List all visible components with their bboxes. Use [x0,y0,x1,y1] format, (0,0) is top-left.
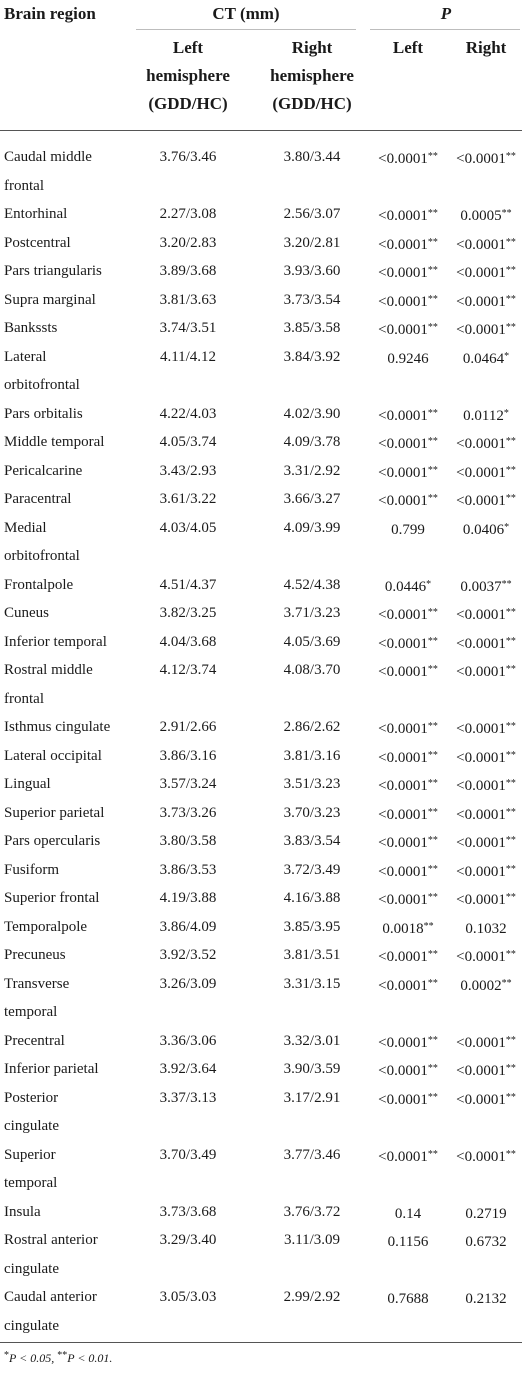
significance-mark: ** [423,920,434,932]
ct-left-cell: 3.74/3.51 [159,320,217,336]
p-right-cell: <0.0001** [456,293,516,310]
ct-left-cell: 4.51/4.37 [159,576,217,593]
significance-mark: * [503,407,509,419]
significance-mark: ** [427,1148,438,1160]
brain-region-cell: Temporalpole [4,918,88,935]
significance-mark: ** [505,806,516,818]
ct-right-cell: 3.81/3.51 [283,947,341,963]
ct-right-cell: 3.11/3.09 [283,1232,341,1248]
ct-left-cell: 3.05/3.03 [159,1289,217,1305]
p-right-cell: <0.0001** [456,863,516,880]
ct-left-cell: 3.82/3.25 [159,605,217,621]
brain-region-cell: Frontalpole [4,576,74,593]
p-left-cell: <0.0001** [378,635,438,652]
brain-region-cell: Lateral occipital [4,747,102,764]
p-left-cell: 0.0018** [382,920,434,937]
p-right-cell: 0.0464* [462,350,510,367]
p-left-cell: 0.1156 [387,1234,429,1250]
brain-region-cell: Caudal middle frontal [4,149,92,194]
p-left-cell: 0.14 [394,1205,422,1222]
p-left-cell: <0.0001** [378,806,438,823]
p-right-cell: <0.0001** [456,607,516,623]
ct-right-cell: 3.31/3.15 [283,975,341,992]
brain-region-cell: Precuneus [4,947,66,963]
ct-right-cell: 2.56/3.07 [283,206,341,222]
p-right-cell: <0.0001** [456,1034,516,1051]
ct-left-cell: 3.81/3.63 [159,291,217,308]
brain-region-cell: Posterior cingulate [4,1089,59,1134]
significance-mark: ** [427,664,438,675]
p-right-cell: <0.0001** [456,892,516,908]
brain-region-cell: Fusiform [4,861,60,878]
ct-right-cell: 4.52/4.38 [283,576,341,593]
ct-left-cell: 3.20/2.83 [159,234,217,251]
significance-mark: ** [505,1063,516,1074]
significance-mark: * [504,350,510,362]
significance-mark: ** [505,892,516,903]
p-right-cell: <0.0001** [456,322,516,338]
p-group-rule [370,29,520,30]
ct-right-cell: 3.17/2.91 [283,1089,341,1106]
significance-mark: ** [427,635,438,647]
significance-mark: ** [427,835,438,846]
p-right-cell: <0.0001** [456,265,516,281]
p-left-cell: 0.9246 [387,350,429,367]
ct-left-cell: 3.92/3.64 [159,1061,217,1077]
ct-left-cell: 3.70/3.49 [159,1146,217,1163]
ct-right-cell: 4.16/3.88 [283,890,341,906]
footnote: *P < 0.05, **P < 0.01. [4,1350,113,1365]
p-left-cell: <0.0001** [378,835,438,851]
ct-left-cell: 3.86/3.16 [159,747,217,764]
header-ct: CT (mm) [212,4,280,23]
significance-mark: ** [427,721,438,732]
significance-mark: * [426,578,432,590]
ct-right-cell: 3.51/3.23 [283,776,341,792]
significance-mark: ** [505,607,516,618]
brain-region-cell: Caudal anterior cingulate [4,1289,97,1334]
significance-mark: ** [505,493,516,504]
header-p-left: Left [392,38,424,57]
ct-left-cell: 3.92/3.52 [159,947,217,963]
header-p-right: Right [465,38,507,57]
ct-left-cell: 4.22/4.03 [159,405,217,422]
p-right-cell: <0.0001** [456,749,516,766]
significance-mark: ** [505,863,516,875]
significance-mark: ** [427,236,438,248]
p-left-cell: <0.0001** [378,664,438,680]
p-left-cell: <0.0001** [378,1034,438,1051]
significance-mark: ** [427,436,438,447]
ct-right-cell: 3.93/3.60 [283,263,341,279]
p-left-cell: <0.0001** [378,749,438,766]
significance-mark: ** [501,578,512,590]
p-right-cell: 0.0005** [460,208,512,224]
ct-right-cell: 3.84/3.92 [283,348,341,365]
brain-region-cell: Medial orbitofrontal [4,519,80,564]
significance-mark: ** [505,236,516,248]
ct-left-cell: 4.19/3.88 [159,890,217,906]
ct-left-cell: 3.26/3.09 [159,975,217,992]
significance-mark: ** [505,664,516,675]
ct-right-cell: 3.72/3.49 [283,861,341,878]
brain-region-cell: Pars opercularis [4,833,101,849]
brain-region-cell: Transverse temporal [4,975,70,1020]
significance-mark: ** [505,1034,516,1046]
brain-region-cell: Superior frontal [4,890,100,906]
ct-right-cell: 3.83/3.54 [283,833,341,849]
significance-mark: ** [505,322,516,333]
significance-mark: ** [501,977,512,989]
ct-left-cell: 4.04/3.68 [159,633,217,650]
p-left-cell: <0.0001** [378,407,438,424]
ct-right-cell: 3.71/3.23 [283,605,341,621]
brain-region-cell: Pars triangularis [4,263,102,279]
p-left-cell: <0.0001** [378,977,438,994]
significance-mark: ** [505,293,516,305]
p-right-cell: <0.0001** [456,464,516,481]
p-right-cell: 0.1032 [465,920,507,937]
header-right-hemisphere: Right hemisphere (GDD/HC) [270,38,354,113]
significance-mark: ** [427,493,438,504]
ct-right-cell: 3.66/3.27 [283,491,341,507]
p-left-cell: <0.0001** [378,778,438,794]
significance-mark: ** [501,208,512,219]
p-left-cell: <0.0001** [378,236,438,253]
ct-right-cell: 3.31/2.92 [283,462,341,479]
significance-mark: ** [427,151,438,162]
significance-mark: ** [427,863,438,875]
p-left-cell: <0.0001** [378,493,438,509]
significance-mark: * [504,521,510,533]
ct-right-cell: 3.85/3.95 [283,918,341,935]
significance-mark: ** [427,1063,438,1074]
brain-region-cell: Cuneus [4,605,49,621]
significance-mark: ** [505,1091,516,1103]
ct-left-cell: 4.11/4.12 [159,348,217,365]
ct-left-cell: 3.86/4.09 [159,918,217,935]
ct-left-cell: 3.29/3.40 [159,1232,217,1248]
brain-region-cell: Pericalcarine [4,462,83,479]
ct-left-cell: 3.76/3.46 [159,149,217,165]
significance-mark: ** [427,322,438,333]
p-left-cell: <0.0001** [378,293,438,310]
ct-left-cell: 3.43/2.93 [159,462,217,479]
significance-mark: ** [427,749,438,761]
brain-region-cell: Supra marginal [4,291,96,308]
ct-right-cell: 3.73/3.54 [283,291,341,308]
p-right-cell: <0.0001** [456,436,516,452]
ct-right-cell: 3.32/3.01 [283,1032,341,1049]
ct-left-cell: 3.80/3.58 [159,833,217,849]
p-left-cell: <0.0001** [378,1148,438,1165]
brain-region-cell: Isthmus cingulate [4,719,111,735]
ct-left-cell: 3.36/3.06 [159,1032,217,1049]
p-left-cell: <0.0001** [378,265,438,281]
brain-region-cell: Inferior temporal [4,633,107,650]
significance-mark: ** [505,721,516,732]
ct-left-cell: 3.37/3.13 [159,1089,217,1106]
p-left-cell: <0.0001** [378,1063,438,1079]
ct-left-cell: 3.86/3.53 [159,861,217,878]
p-right-cell: <0.0001** [456,493,516,509]
ct-left-cell: 3.73/3.26 [159,804,217,821]
significance-mark: ** [505,749,516,761]
brain-region-cell: Insula [4,1203,41,1220]
p-right-cell: 0.0037** [460,578,512,595]
significance-mark: ** [505,949,516,960]
p-right-cell: <0.0001** [456,664,516,680]
ct-right-cell: 3.80/3.44 [283,149,341,165]
ct-left-cell: 3.61/3.22 [159,491,217,507]
significance-mark: ** [427,806,438,818]
p-left-cell: <0.0001** [378,151,438,167]
brain-region-cell: Rostral middle frontal [4,662,93,707]
brain-region-cell: Middle temporal [4,434,105,450]
ct-left-cell: 4.05/3.74 [159,434,217,450]
ct-right-cell: 3.81/3.16 [283,747,341,764]
p-left-cell: <0.0001** [378,863,438,880]
p-left-cell: <0.0001** [378,436,438,452]
p-left-cell: <0.0001** [378,607,438,623]
p-left-cell: <0.0001** [378,892,438,908]
ct-right-cell: 3.90/3.59 [283,1061,341,1077]
brain-region-cell: Postcentral [4,234,71,251]
brain-region-cell: Precentral [4,1032,65,1049]
ct-right-cell: 3.76/3.72 [283,1203,341,1220]
p-right-cell: <0.0001** [456,721,516,737]
brain-region-cell: Bankssts [4,320,58,336]
brain-region-cell: Lingual [4,776,51,792]
significance-mark: ** [505,265,516,276]
p-left-cell: 0.0446* [384,578,432,595]
p-left-cell: <0.0001** [378,208,438,224]
ct-left-cell: 3.73/3.68 [159,1203,217,1220]
p-right-cell: 0.6732 [465,1234,507,1250]
p-right-cell: <0.0001** [456,778,516,794]
significance-mark: ** [427,265,438,276]
brain-region-cell: Entorhinal [4,206,68,222]
p-right-cell: 0.0406* [462,521,510,538]
ct-left-cell: 2.27/3.08 [159,206,217,222]
p-right-cell: <0.0001** [456,806,516,823]
p-right-cell: <0.0001** [456,1063,516,1079]
significance-mark: ** [427,607,438,618]
p-left-cell: <0.0001** [378,322,438,338]
significance-mark: ** [505,436,516,447]
significance-mark: ** [505,464,516,476]
ct-right-cell: 4.05/3.69 [283,633,341,650]
header-p: P [440,4,452,23]
significance-mark: ** [505,635,516,647]
significance-mark: ** [427,208,438,219]
significance-mark: ** [427,1091,438,1103]
p-right-cell: 0.2719 [465,1205,507,1222]
ct-right-cell: 3.85/3.58 [283,320,341,336]
p-right-cell: 0.0002** [460,977,512,994]
significance-mark: ** [505,835,516,846]
ct-right-cell: 2.99/2.92 [283,1289,341,1305]
significance-mark: ** [505,151,516,162]
header-bottom-rule [0,130,522,131]
ct-right-cell: 3.20/2.81 [283,234,341,251]
significance-mark: ** [427,293,438,305]
ct-left-cell: 2.91/2.66 [159,719,217,735]
table-bottom-rule [0,1342,522,1343]
header-brain-region: Brain region [4,4,96,23]
significance-mark: ** [427,949,438,960]
ct-right-cell: 4.09/3.99 [283,519,341,536]
ct-group-rule [136,29,356,30]
p-left-cell: <0.0001** [378,1091,438,1108]
p-right-cell: <0.0001** [456,1148,516,1165]
significance-mark: ** [505,1148,516,1160]
significance-mark: ** [505,778,516,789]
p-left-cell: <0.0001** [378,949,438,965]
p-left-cell: 0.799 [391,521,425,538]
significance-mark: ** [427,778,438,789]
ct-left-cell: 3.57/3.24 [159,776,217,792]
ct-right-cell: 4.09/3.78 [283,434,341,450]
ct-right-cell: 3.77/3.46 [283,1146,341,1163]
header-left-hemisphere: Left hemisphere (GDD/HC) [146,38,230,113]
significance-mark: ** [427,892,438,903]
p-right-cell: <0.0001** [456,835,516,851]
ct-left-cell: 4.03/4.05 [159,519,217,536]
ct-right-cell: 2.86/2.62 [283,719,341,735]
brain-region-cell: Pars orbitalis [4,405,83,422]
p-right-cell: 0.0112* [463,407,509,424]
brain-region-cell: Rostral anterior cingulate [4,1232,98,1277]
ct-right-cell: 4.02/3.90 [283,405,341,422]
p-left-cell: <0.0001** [378,464,438,481]
p-right-cell: <0.0001** [456,949,516,965]
brain-region-cell: Superior temporal [4,1146,58,1191]
ct-right-cell: 4.08/3.70 [283,662,341,678]
ct-right-cell: 3.70/3.23 [283,804,341,821]
p-left-cell: <0.0001** [378,721,438,737]
significance-mark: ** [427,464,438,476]
p-right-cell: <0.0001** [456,635,516,652]
brain-region-cell: Superior parietal [4,804,105,821]
p-right-cell: <0.0001** [456,151,516,167]
p-right-cell: <0.0001** [456,1091,516,1108]
p-left-cell: 0.7688 [387,1291,429,1307]
brain-region-cell: Inferior parietal [4,1061,99,1077]
brain-region-cell: Lateral orbitofrontal [4,348,80,393]
significance-mark: ** [427,1034,438,1046]
p-right-cell: 0.2132 [465,1291,507,1307]
p-right-cell: <0.0001** [456,236,516,253]
significance-mark: ** [427,977,438,989]
significance-mark: ** [427,407,438,419]
brain-region-cell: Paracentral [4,491,72,507]
ct-left-cell: 3.89/3.68 [159,263,217,279]
ct-left-cell: 4.12/3.74 [159,662,217,678]
